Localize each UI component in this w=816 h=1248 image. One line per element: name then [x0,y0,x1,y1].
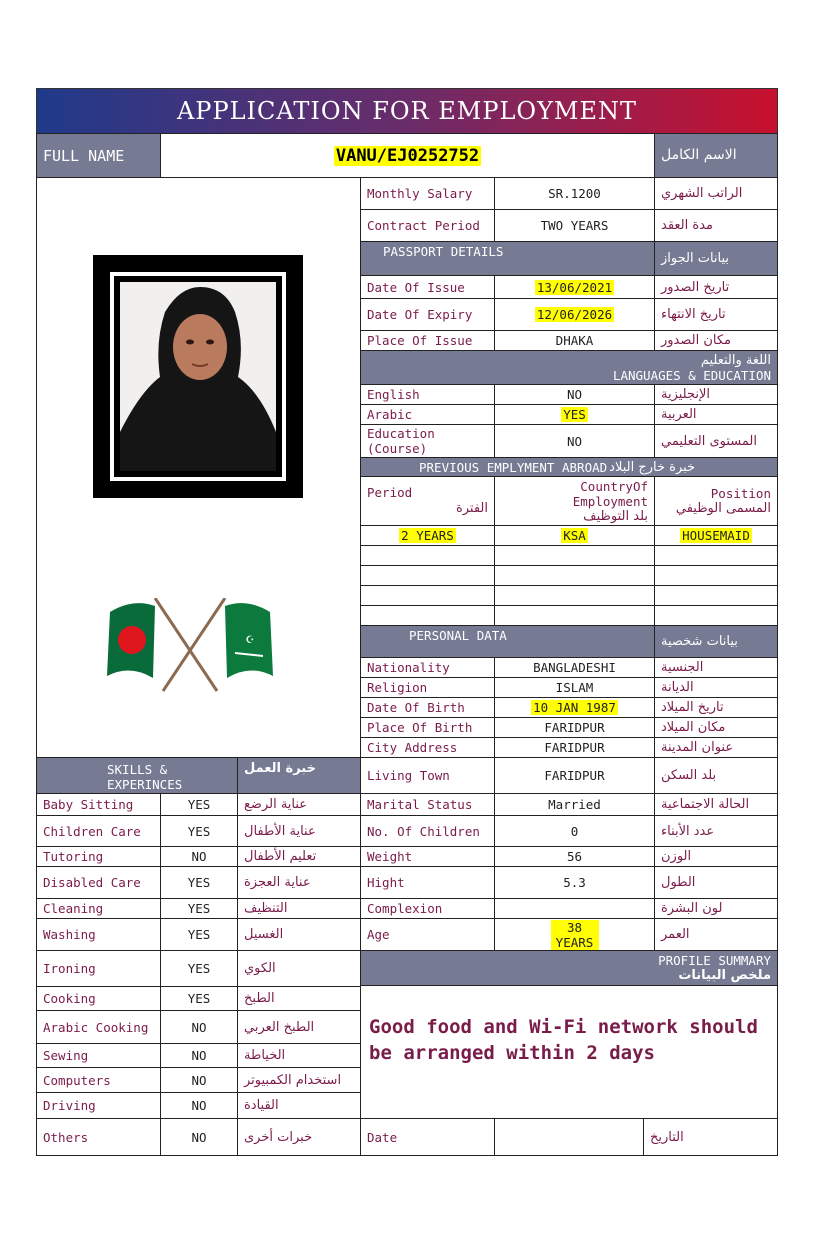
personal-label: Nationality [360,657,495,678]
previous-header-block [360,457,778,477]
languages-header: LANGUAGES & EDUCATION [612,367,771,383]
skill-label: Computers [36,1067,161,1093]
skill-label: Disabled Care [36,866,161,899]
salary-value: SR.1200 [494,177,655,210]
personal-label: No. Of Children [360,815,495,847]
personal-value [494,697,655,718]
summary-header: PROFILE SUMMARY [658,953,771,968]
skill-ar: الخياطة [237,1043,361,1068]
contract-label: Contract Period [360,209,495,242]
personal-value: 56 [494,846,655,867]
personal-ar: تاريخ الميلاد [654,697,778,718]
personal-value: FARIDPUR [494,737,655,758]
personal-value-highlight: 38 YEARS [551,920,599,950]
issue-cell [494,275,655,299]
skill-label: Sewing [36,1043,161,1068]
personal-label: Weight [360,846,495,867]
personal-ar: الوزن [654,846,778,867]
personal-value: FARIDPUR [494,717,655,738]
prev-position-cell [654,525,778,546]
col-period-ar: الفترة [455,501,488,516]
skill-label: Cooking [36,986,161,1011]
personal-label: Place Of Birth [360,717,495,738]
col-country-ar: بلد التوظيف [583,508,648,524]
education-value: NO [494,424,655,458]
skill-value: NO [160,1067,238,1093]
personal-ar: الحالة الاجتماعية [654,793,778,816]
full-name-cell [160,133,655,178]
place-issue-label: Place Of Issue [360,330,495,351]
summary-header-ar: ملخص البيانات [678,968,771,983]
skill-ar: التنظيف [237,898,361,919]
personal-value: ISLAM [494,677,655,698]
prev-period: 2 YEARS [401,528,454,543]
personal-label: Date Of Birth [360,697,495,718]
col-position-ar: المسمى الوظيفي [675,501,771,516]
skill-ar: عناية العجزة [237,866,361,899]
previous-header: PREVIOUS EMPLYMENT ABROAD [419,459,608,475]
empty-cell [360,545,495,566]
skill-ar: القيادة [237,1092,361,1119]
empty-cell [494,565,655,586]
skill-value: NO [160,1092,238,1119]
empty-cell [494,585,655,606]
personal-ar: الديانة [654,677,778,698]
personal-value: FARIDPUR [494,757,655,794]
full-name-label: FULL NAME [36,133,161,178]
education-label: Education (Course) [360,424,495,458]
date-value[interactable] [494,1118,644,1156]
previous-header-ar: خبرة خارج البلاد [609,459,696,475]
skill-ar: استخدام الكمبيوتر [237,1067,361,1093]
prev-period-cell [360,525,495,546]
passport-header-ar: بيانات الجواز [654,241,778,276]
issue-ar: تاريخ الصدور [654,275,778,299]
personal-value [494,918,655,951]
applicant-photo [120,282,276,471]
skills-header-ar: خبرة العمل [237,757,361,794]
empty-cell [654,605,778,626]
prev-country-cell [494,525,655,546]
expiry-label: Date Of Expiry [360,298,495,331]
skill-ar: الغسيل [237,918,361,951]
skills-header: SKILLS & EXPERINCES [36,757,238,794]
personal-ar: لون البشرة [654,898,778,919]
skill-ar: عناية الأطفال [237,815,361,847]
arabic-cell [494,404,655,425]
full-name-value: VANU/EJ0252752 [335,145,480,166]
skill-value: YES [160,950,238,987]
empty-cell [494,605,655,626]
skill-label: Ironing [36,950,161,987]
summary-header-block [360,950,778,986]
place-issue-value: DHAKA [494,330,655,351]
skill-value: NO [160,1010,238,1044]
empty-cell [494,545,655,566]
skill-label: Others [36,1118,161,1156]
skill-ar: عناية الرضع [237,793,361,816]
personal-value [494,898,655,919]
skill-value: NO [160,846,238,867]
prev-country: KSA [563,528,586,543]
personal-header-ar: بيانات شخصية [654,625,778,658]
skill-label: Children Care [36,815,161,847]
skill-value: YES [160,898,238,919]
skill-label: Tutoring [36,846,161,867]
col-position-label: Position [710,486,771,501]
skill-ar: الطبخ [237,986,361,1011]
personal-header: PERSONAL DATA [360,625,655,658]
skill-value: YES [160,986,238,1011]
col-period [360,476,495,526]
skill-value: NO [160,1043,238,1068]
personal-ar: عدد الأبناء [654,815,778,847]
languages-header-block [360,350,778,385]
personal-value: 5.3 [494,866,655,899]
skill-value: YES [160,815,238,847]
personal-value: 0 [494,815,655,847]
col-position [654,476,778,526]
skill-value: NO [160,1118,238,1156]
arabic-value: YES [563,407,586,422]
skill-label: Baby Sitting [36,793,161,816]
skill-value: YES [160,793,238,816]
issue-label: Date Of Issue [360,275,495,299]
personal-ar: الطول [654,866,778,899]
personal-label: Religion [360,677,495,698]
expiry-ar: تاريخ الانتهاء [654,298,778,331]
personal-value-highlight: 10 JAN 1987 [533,700,616,715]
skill-ar: الكوي [237,950,361,987]
personal-value: Married [494,793,655,816]
empty-cell [654,545,778,566]
skill-label: Driving [36,1092,161,1119]
contract-ar: مدة العقد [654,209,778,242]
personal-ar: بلد السكن [654,757,778,794]
contract-value: TWO YEARS [494,209,655,242]
personal-ar: الجنسية [654,657,778,678]
skill-value: YES [160,866,238,899]
skill-label: Arabic Cooking [36,1010,161,1044]
english-ar: الإنجليزية [654,384,778,405]
svg-text:☪: ☪ [245,635,255,646]
date-ar: التاريخ [643,1118,778,1156]
arabic-label: Arabic [360,404,495,425]
empty-cell [360,565,495,586]
expiry-value: 12/06/2026 [536,307,613,322]
english-value: NO [494,384,655,405]
skill-value: YES [160,918,238,951]
education-ar: المستوى التعليمي [654,424,778,458]
empty-cell [654,565,778,586]
passport-header: PASSPORT DETAILS [360,241,655,276]
date-label: Date [360,1118,495,1156]
skill-ar: خبرات أخرى [237,1118,361,1156]
col-country [494,476,655,526]
personal-ar: مكان الميلاد [654,717,778,738]
expiry-cell [494,298,655,331]
col-period-label: Period [367,485,413,500]
personal-ar: العمر [654,918,778,951]
languages-header-ar: اللغة والتعليم [700,352,771,368]
salary-label: Monthly Salary [360,177,495,210]
issue-value: 13/06/2021 [536,279,613,295]
personal-label: Complexion [360,898,495,919]
page-title: APPLICATION FOR EMPLOYMENT [36,88,778,134]
empty-cell [654,585,778,606]
full-name-ar: الاسم الكامل [654,133,778,178]
personal-label: Age [360,918,495,951]
salary-ar: الراتب الشهري [654,177,778,210]
personal-ar: عنوان المدينة [654,737,778,758]
empty-cell [360,605,495,626]
skill-label: Washing [36,918,161,951]
col-country-label: CountryOf Employment [572,478,648,509]
personal-label: Hight [360,866,495,899]
personal-label: Living Town [360,757,495,794]
personal-value: BANGLADESHI [494,657,655,678]
place-issue-ar: مكان الصدور [654,330,778,351]
profile-summary-text: Good food and Wi-Fi network should be arranged within 2 days [360,985,778,1119]
skill-ar: الطبخ العربي [237,1010,361,1044]
skill-ar: تعليم الأطفال [237,846,361,867]
flags-image [105,598,275,693]
prev-position: HOUSEMAID [682,528,750,543]
skill-label: Cleaning [36,898,161,919]
english-label: English [360,384,495,405]
arabic-ar: العربية [654,404,778,425]
personal-label: Marital Status [360,793,495,816]
empty-cell [360,585,495,606]
personal-label: City Address [360,737,495,758]
